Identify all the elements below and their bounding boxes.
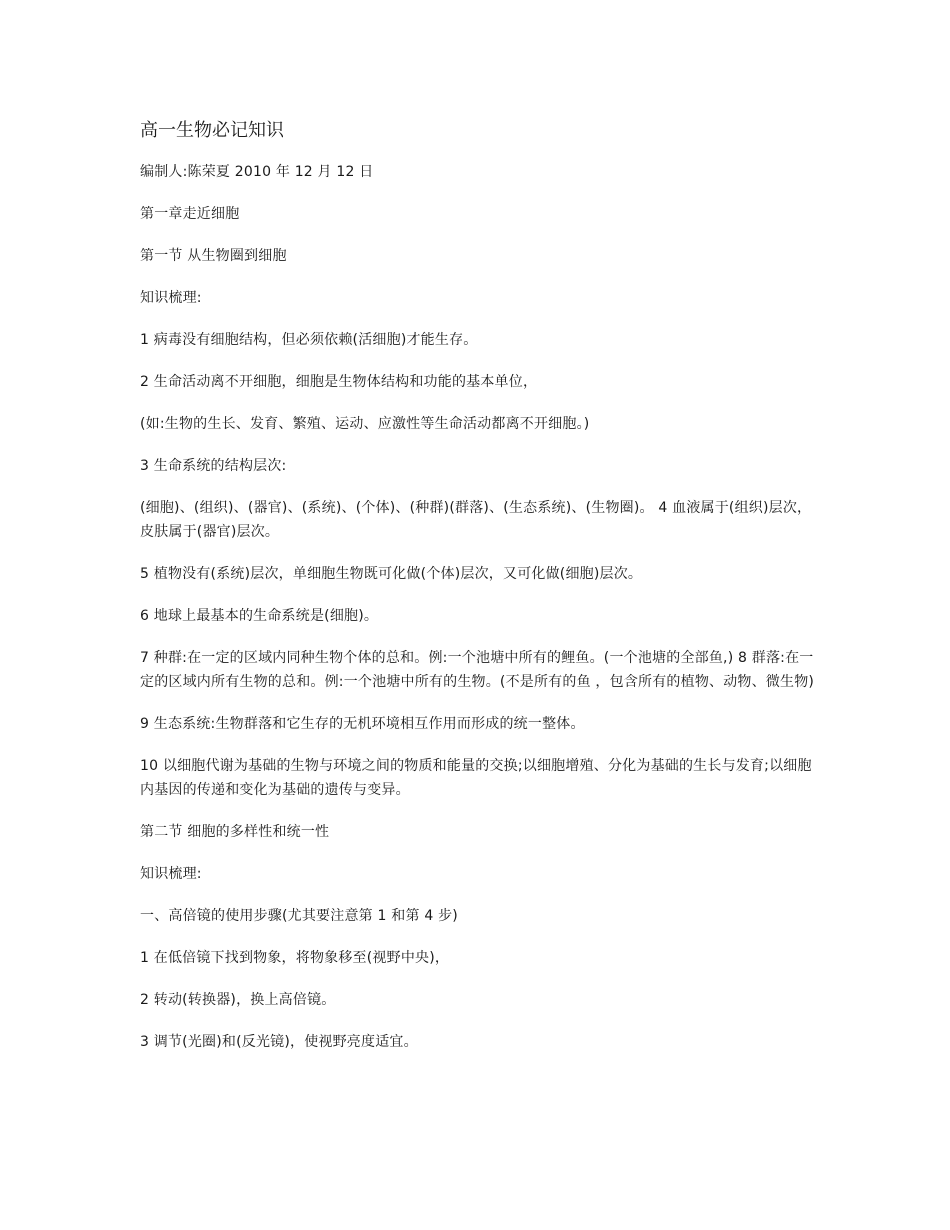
knowledge-label-2: 知识梳理: — [140, 866, 202, 882]
point-3-4-detail: (细胞)、(组织)、(器官)、(系统)、(个体)、(种群)(群落)、(生态系统)、(生物圈)。 4 血液属于(组织)层次，皮肤属于(器官)层次。 — [140, 500, 812, 540]
document-page — [140, 118, 820, 1072]
section-heading: 第一节 从生物圈到细胞 — [140, 248, 287, 264]
point-5: 5 植物没有(系统)层次，单细胞生物既可化做(个体)层次，又可化做(细胞)层次。 — [140, 566, 643, 582]
point-2-note: (如:生物的生长、发育、繁殖、运动、应激性等生命活动都离不开细胞。) — [140, 416, 590, 432]
step-2: 2 转动(转换器)，换上高倍镜。 — [140, 992, 336, 1008]
document-title: 高一生物必记知识 — [140, 120, 284, 141]
chapter-heading: 第一章走近细胞 — [140, 206, 240, 222]
point-6: 6 地球上最基本的生命系统是(细胞)。 — [140, 608, 379, 624]
step-3: 3 调节(光圈)和(反光镜)，使视野亮度适宜。 — [140, 1034, 418, 1050]
point-9: 9 生态系统:生物群落和它生存的无机环境相互作用而形成的统一整体。 — [140, 716, 585, 732]
microscope-steps-heading: 一、高倍镜的使用步骤(尤其要注意第 1 和第 4 步) — [140, 908, 458, 924]
section-2-heading: 第二节 细胞的多样性和统一性 — [140, 824, 330, 840]
point-3: 3 生命系统的结构层次: — [140, 458, 287, 474]
point-1: 1 病毒没有细胞结构，但必须依赖(活细胞)才能生存。 — [140, 332, 478, 348]
point-7-8: 7 种群:在一定的区域内同种生物个体的总和。例:一个池塘中所有的鲤鱼。(一个池塘的全部鱼,) 8 群落:在一定的区域内所有生物的总和。例:一个池塘中所有的生物。(不是所有的鱼 ，包含所有的植物、动物、微生物) — [140, 650, 815, 690]
point-2: 2 生命活动离不开细胞，细胞是生物体结构和功能的基本单位， — [140, 374, 538, 390]
knowledge-label: 知识梳理: — [140, 290, 202, 306]
step-1: 1 在低倍镜下找到物象，将物象移至(视野中央)， — [140, 950, 450, 966]
point-10: 10 以细胞代谢为基础的生物与环境之间的物质和能量的交换;以细胞增殖、分化为基础的生长与发育;以细胞内基因的传递和变化为基础的遗传与变异。 — [140, 758, 812, 798]
author-date-line: 编制人:陈荣夏 2010 年 12 月 12 日 — [140, 164, 374, 180]
